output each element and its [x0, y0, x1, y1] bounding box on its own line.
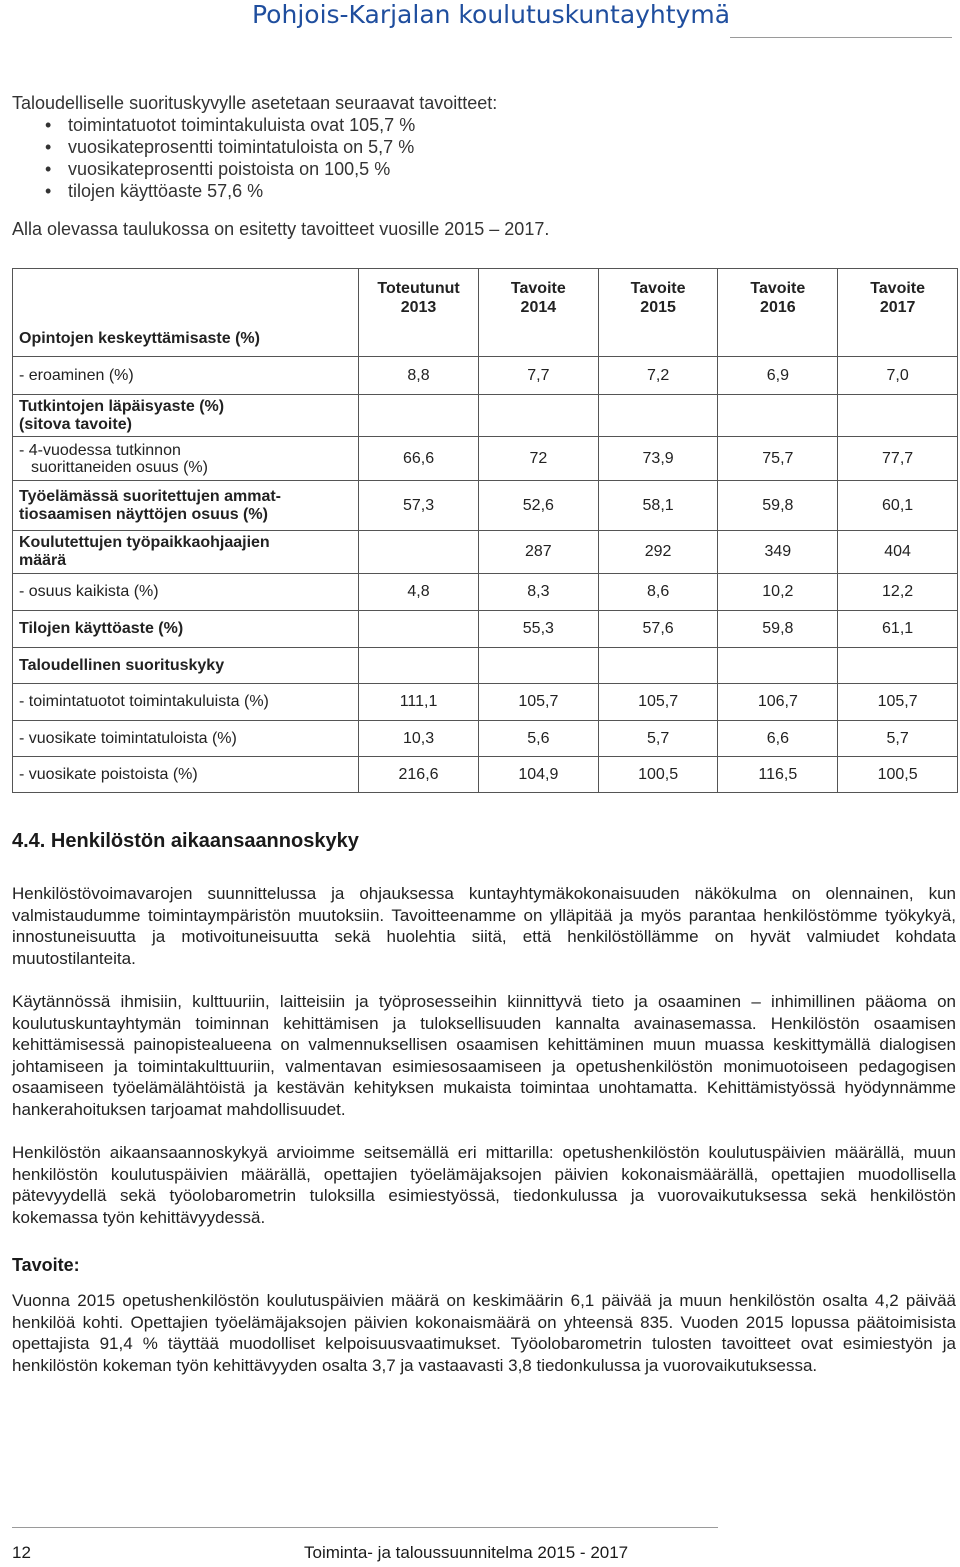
paragraph-1 [12, 883, 956, 969]
cell: 72 [478, 437, 598, 481]
page-number: 12 [12, 1543, 31, 1562]
cell: 12,2 [838, 574, 958, 611]
row-label: Taloudellinen suorituskyky [13, 648, 359, 684]
table-row [13, 395, 958, 437]
cell: 8,8 [359, 357, 479, 395]
row-label: - vuosikate toimintatuloista (%) [13, 721, 359, 757]
page-header [0, 0, 960, 40]
row-label: - vuosikate poistoista (%) [13, 757, 359, 793]
row-label [13, 531, 359, 574]
row-label-line1: Työelämässä suoritettujen ammat- [19, 487, 282, 505]
table-row [13, 437, 958, 481]
header-line1: Toteutunut [377, 280, 460, 297]
footer-divider [12, 1527, 718, 1528]
cell: 104,9 [478, 757, 598, 793]
cell: 8,3 [478, 574, 598, 611]
row-label: Tilojen käyttöaste (%) [13, 611, 359, 648]
cell: 57,3 [359, 481, 479, 531]
header-cell [478, 269, 598, 357]
cell: 105,7 [838, 684, 958, 721]
row-label-line1: Koulutettujen työpaikkaohjaajien [19, 534, 270, 551]
paragraph-4 [12, 1290, 956, 1376]
document-title: Toiminta- ja taloussuunnitelma 2015 - 2017 [304, 1543, 629, 1562]
cell [359, 648, 479, 684]
cell: 404 [838, 531, 958, 574]
cell: 105,7 [478, 684, 598, 721]
row-label-line2: määrä [19, 552, 67, 569]
row-label: - osuus kaikista (%) [13, 574, 359, 611]
row-label-line1: Tutkintojen läpäisyaste (%) [19, 397, 225, 415]
cell: 60,1 [838, 481, 958, 531]
cell: 6,9 [718, 357, 838, 395]
cell [478, 648, 598, 684]
cell: 5,7 [598, 721, 718, 757]
row-label: - eroaminen (%) [13, 357, 359, 395]
paragraph-3 [12, 1142, 956, 1228]
header-line1: Tavoite [510, 280, 566, 297]
cell [478, 395, 598, 437]
cell: 10,2 [718, 574, 838, 611]
row-label [13, 437, 359, 481]
cell [838, 648, 958, 684]
intro-after: Alla olevassa taulukossa on esitetty tavoitteet vuosille 2015 – 2017. [12, 219, 550, 239]
cell: 116,5 [718, 757, 838, 793]
bullet-item: • toimintatuotot toimintakuluista ovat 105,7 % [12, 114, 942, 136]
cell [718, 648, 838, 684]
cell: 106,7 [718, 684, 838, 721]
bullet-item: • vuosikateprosentti toimintatuloista on 5,7 % [12, 136, 942, 158]
table-row [13, 574, 958, 611]
cell: 57,6 [598, 611, 718, 648]
corner-label: Opintojen keskeyttämisaste (%) [13, 269, 359, 357]
header-line2: 2013 [400, 299, 437, 316]
table-row [13, 357, 958, 395]
table-row [13, 611, 958, 648]
intro-block [12, 92, 942, 240]
bullet-item: • tilojen käyttöaste 57,6 % [12, 180, 942, 202]
cell: 5,7 [838, 721, 958, 757]
target-bullet-list [12, 114, 942, 202]
paragraph-text: Henkilöstövoimavarojen suunnittelussa ja ohjauksessa kuntayhtymäkokonaisuuden näkökulma on olennainen, kun valmistaudumme toimintaympäristön muutoksiin. Tavoitteenamme on ylläpitää ja myös parantaa henkilöstömme työkykyä, innostuneisuutta ja motivoituneisuutta sekä huolehtia siitä, että henkilöstöllämme on hyvät valmiudet kohdata muutostilanteita. [12, 884, 956, 968]
cell: 73,9 [598, 437, 718, 481]
cell: 55,3 [478, 611, 598, 648]
cell: 10,3 [359, 721, 479, 757]
table-row [13, 648, 958, 684]
cell: 77,7 [838, 437, 958, 481]
row-label-line2: tiosaamisen näyttöjen osuus (%) [19, 505, 268, 523]
paragraph-text: Vuonna 2015 opetushenkilöstön koulutuspäivien määrä on keskimäärin 6,1 päivää ja muun henkilöstön osalta 4,2 päivää henkilöä kohti. Opettajien työelämäjaksojen päivien kokonaismäärä on yhteensä 835. Vuoden 2015 lopussa päätoimisista opettajista 91,4 % täyttää muodolliset kelpoisuusvaatimukset. Työolobarometrin tulosten tavoitteet ovat esimiestyön ja henkilöstön kokeman työn kehittävyyden osalta 3,7 ja vastaavasti 3,8 tiedonkulussa ja vuorovaikutuksessa. [12, 1291, 956, 1375]
cell [359, 395, 479, 437]
paragraph-2 [12, 991, 956, 1121]
header-line2: 2014 [520, 299, 557, 316]
header-line2: 2015 [640, 299, 676, 316]
cell: 216,6 [359, 757, 479, 793]
row-label-line1: - 4-vuodessa tutkinnon [19, 441, 181, 459]
row-label [13, 481, 359, 531]
target-heading: Tavoite: [12, 1255, 80, 1275]
section-heading: 4.4. Henkilöstön aikaansaannoskyky [12, 830, 359, 852]
cell [718, 395, 838, 437]
table-row [13, 481, 958, 531]
cell: 59,8 [718, 611, 838, 648]
cell: 349 [718, 531, 838, 574]
targets-table [12, 268, 958, 793]
intro-lead: Taloudelliselle suorituskyvylle asetetaan seuraavat tavoitteet: [12, 93, 498, 113]
cell: 7,0 [838, 357, 958, 395]
table-row [13, 721, 958, 757]
cell: 100,5 [598, 757, 718, 793]
row-label-line2: suorittaneiden osuus (%) [31, 458, 208, 476]
header-cell [598, 269, 718, 357]
header-line2: 2016 [760, 299, 796, 316]
bullet-item: • vuosikateprosentti poistoista on 100,5 % [12, 158, 942, 180]
header-cell [718, 269, 838, 357]
header-line1: Tavoite [750, 280, 806, 297]
paragraph-text: Käytännössä ihmisiin, kulttuuriin, laitteisiin ja työprosesseihin kiinnittyvä tieto ja osaaminen – inhimillinen pääoma on koulutuskuntayhtymän toiminnan kehittämisen ja tuloksellisuuden kannalta avainasemassa. Henkilöstön osaamisen kehittämisessä painopistealueena on valmennuksellisen osaamisen kehittäminen muun muassa keskittymällä dialogisen johtamiseen ja toimintakulttuuriin, valmentavan esimiesosaamiseen ja opetushenkilöstön monimuotoiseen pedagogisen osaamiseen työelämälähtöistä ja kestävän kehityksen mukaista toimintaa unohtamatta. Kehittämistyössä hyödynnämme hankerahoituksen tarjoamat mahdollisuudet. [12, 992, 956, 1119]
table-row [13, 684, 958, 721]
cell: 100,5 [838, 757, 958, 793]
cell: 4,8 [359, 574, 479, 611]
cell: 287 [478, 531, 598, 574]
cell: 105,7 [598, 684, 718, 721]
row-label-line2: (sitova tavoite) [19, 415, 132, 433]
cell: 7,7 [478, 357, 598, 395]
cell: 292 [598, 531, 718, 574]
cell: 59,8 [718, 481, 838, 531]
cell: 61,1 [838, 611, 958, 648]
row-label [13, 395, 359, 437]
header-line1: Tavoite [870, 280, 926, 297]
cell [359, 611, 479, 648]
cell: 5,6 [478, 721, 598, 757]
cell: 7,2 [598, 357, 718, 395]
table-header-row [13, 269, 958, 357]
paragraph-text: Henkilöstön aikaansaannoskykyä arvioimme seitsemällä eri mittarilla: opetushenkilöstön koulutuspäivien määrällä, muun henkilöstön koulutuspäivien määrällä, opettajien työelämäjaksojen päivien kokonaismäärällä, opettajien muodollisella pätevyydellä sekä työolobarometrin tuloksilla esimiestyössä, tiedonkulussa ja vuorovaikutuksessa sekä henkilöstön kokemassa työn kehittävyydessä. [12, 1143, 956, 1227]
organization-title: Pohjois-Karjalan koulutuskuntayhtymä [252, 0, 731, 29]
cell: 52,6 [478, 481, 598, 531]
table-row [13, 757, 958, 793]
header-line2: 2017 [879, 299, 916, 316]
table-row [13, 531, 958, 574]
cell: 8,6 [598, 574, 718, 611]
cell: 75,7 [718, 437, 838, 481]
cell [598, 395, 718, 437]
header-cell [838, 269, 958, 357]
cell [359, 531, 479, 574]
cell: 66,6 [359, 437, 479, 481]
cell [598, 648, 718, 684]
header-cell [359, 269, 479, 357]
cell: 6,6 [718, 721, 838, 757]
header-divider [730, 37, 952, 38]
header-line1: Tavoite [630, 280, 686, 297]
row-label: - toimintatuotot toimintakuluista (%) [13, 684, 359, 721]
cell: 58,1 [598, 481, 718, 531]
cell: 111,1 [359, 684, 479, 721]
cell [838, 395, 958, 437]
